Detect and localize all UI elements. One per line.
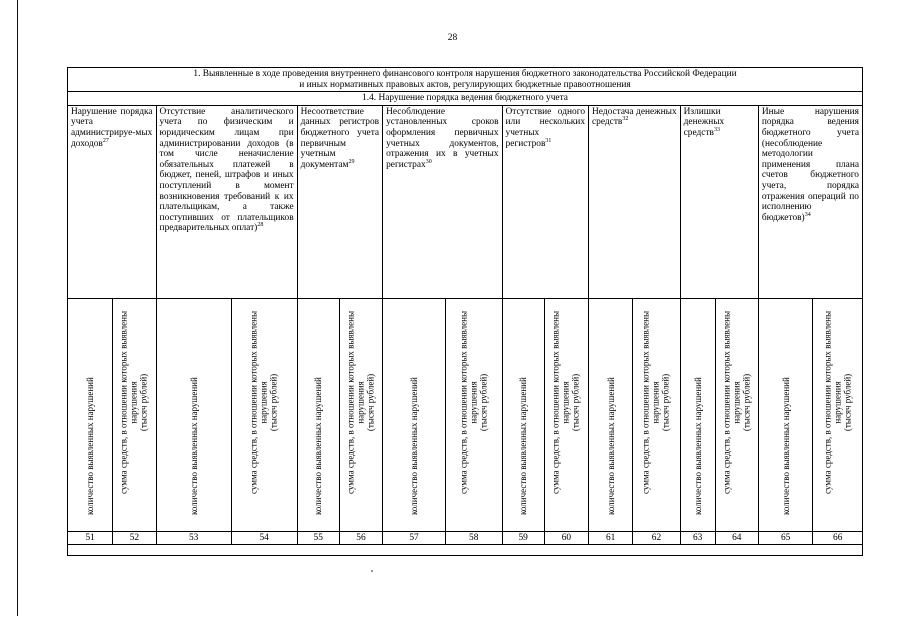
sum-label-line: сумма средств, в отношении которых выявлены xyxy=(119,311,130,495)
sum-label-line: сумма средств, в отношении которых выявлены xyxy=(458,311,469,495)
sum-label-line: сумма средств, в отношении которых выявлены xyxy=(248,311,259,495)
count-label: количество выявленных нарушений xyxy=(692,376,703,515)
count-column-header xyxy=(502,298,544,531)
section-title-row xyxy=(68,68,863,92)
count-label: количество выявленных нарушений xyxy=(313,376,324,515)
sum-label xyxy=(822,311,853,494)
sum-label-line: нарушения xyxy=(651,381,662,424)
sum-label xyxy=(721,311,752,494)
sum-column-header xyxy=(633,298,680,531)
count-label: количество выявленных нарушений xyxy=(85,376,96,515)
sum-label-line: нарушения xyxy=(561,381,572,424)
subsection-title: 1.4. Нарушение порядка ведения бюджетного учета xyxy=(68,92,863,106)
scan-speck xyxy=(371,570,373,572)
column-header-row xyxy=(68,298,863,531)
sum-column-header xyxy=(231,298,297,531)
sum-label-line: (тысяч рублей) xyxy=(571,374,582,432)
count-column-header xyxy=(297,298,339,531)
footnote-ref: 34 xyxy=(804,211,811,218)
sum-label-line: сумма средств, в отношении которых выявлены xyxy=(345,311,356,495)
category-header-1 xyxy=(68,105,157,298)
sum-label-line: нарушения xyxy=(468,381,479,424)
column-number: 54 xyxy=(231,531,297,544)
sum-label-line: сумма средств, в отношении которых выявлены xyxy=(721,311,732,495)
count-label: количество выявленных нарушений xyxy=(518,376,529,515)
sum-label-line: нарушения xyxy=(731,381,742,424)
column-number: 63 xyxy=(680,531,715,544)
count-label: количество выявленных нарушений xyxy=(605,376,616,515)
footnote-ref: 31 xyxy=(545,137,552,144)
sum-label xyxy=(119,311,150,494)
count-column-header xyxy=(758,298,813,531)
column-number: 55 xyxy=(297,531,339,544)
blank-cell xyxy=(68,544,863,555)
footnote-ref: 33 xyxy=(713,126,720,133)
category-label: Недостача денежных средств xyxy=(592,106,677,128)
column-number: 65 xyxy=(758,531,813,544)
sum-label-line: (тысяч рублей) xyxy=(269,374,280,432)
category-header-8 xyxy=(758,105,862,298)
count-label: количество выявленных нарушений xyxy=(780,376,791,515)
sum-label-line: (тысяч рублей) xyxy=(478,374,489,432)
category-header-2 xyxy=(156,105,297,298)
footnote-ref: 30 xyxy=(425,158,432,165)
section-title-line-2: и иных нормативных правовых актов, регулирующих бюджетные правоотношения xyxy=(299,79,631,90)
column-number: 58 xyxy=(445,531,502,544)
sum-label xyxy=(551,311,582,494)
count-column-header xyxy=(68,298,113,531)
column-number: 51 xyxy=(68,531,113,544)
blank-row xyxy=(68,544,863,555)
footnote-ref: 27 xyxy=(102,137,109,144)
column-number: 59 xyxy=(502,531,544,544)
category-label: Отсутствие одного или нескольких учетных регистров xyxy=(505,106,586,149)
count-label: количество выявленных нарушений xyxy=(408,376,419,515)
footnote-ref: 32 xyxy=(622,116,629,123)
column-number: 60 xyxy=(544,531,588,544)
category-label: Иные нарушения порядка ведения бюджетного учета (несоблюдение методологии применения плана счетов бюджетного учета, порядка отражения операций по исполнению бюджетов) xyxy=(761,106,859,223)
column-number-row xyxy=(68,531,863,544)
page-binding-line xyxy=(17,0,18,616)
category-label: Отсутствие аналитического учета по физическим и юридическим лицам при администрировании доходов (в том числе неначисление обязательных платежей в бюджет, пеней, штрафов и иных поступлений в момент возникновения требований к их плательщикам, а также поступивших от плательщиков предварительных оплат) xyxy=(159,106,294,234)
sum-label-line: (тысяч рублей) xyxy=(741,374,752,432)
category-header-4 xyxy=(383,105,502,298)
category-label: Несоответствие данных регистров бюджетного учета первичным учетным документам xyxy=(300,106,380,170)
sum-label-line: сумма средств, в отношении которых выявлены xyxy=(641,311,652,495)
sum-label xyxy=(249,311,280,494)
sum-column-header xyxy=(113,298,156,531)
sum-label-line: сумма средств, в отношении которых выявлены xyxy=(822,311,833,495)
subsection-title-row xyxy=(68,92,863,106)
count-column-header xyxy=(589,298,633,531)
sum-column-header xyxy=(544,298,588,531)
sum-column-header xyxy=(813,298,863,531)
sum-label xyxy=(458,311,489,494)
category-header-3 xyxy=(297,105,382,298)
footnote-ref: 29 xyxy=(348,158,355,165)
section-title-line-1: 1. Выявленные в ходе проведения внутреннего финансового контроля нарушения бюджетного законодательства Российской Федерации xyxy=(193,69,737,79)
sum-label-line: нарушения xyxy=(259,381,270,424)
footnote-ref: 28 xyxy=(257,222,264,229)
sum-label-line: сумма средств, в отношении которых выявлены xyxy=(551,311,562,495)
sum-label-line: (тысяч рублей) xyxy=(366,374,377,432)
count-column-header xyxy=(680,298,715,531)
category-label: Нарушение порядка учета администрируе-мых доходов xyxy=(71,106,153,149)
sum-column-header xyxy=(445,298,502,531)
column-number: 53 xyxy=(156,531,231,544)
column-number: 62 xyxy=(633,531,680,544)
sum-column-header xyxy=(715,298,758,531)
sum-label xyxy=(346,311,377,494)
category-header-7 xyxy=(680,105,758,298)
column-number: 64 xyxy=(715,531,758,544)
sum-label-line: (тысяч рублей) xyxy=(139,374,150,432)
column-number: 52 xyxy=(113,531,156,544)
violations-table xyxy=(67,67,863,556)
sum-label-line: (тысяч рублей) xyxy=(842,374,853,432)
category-header-5 xyxy=(502,105,588,298)
count-label: количество выявленных нарушений xyxy=(188,376,199,515)
sum-label xyxy=(641,311,672,494)
sum-label-line: нарушения xyxy=(355,381,366,424)
column-number: 57 xyxy=(383,531,446,544)
sum-label-line: нарушения xyxy=(832,381,843,424)
sum-label-line: (тысяч рублей) xyxy=(661,374,672,432)
count-column-header xyxy=(156,298,231,531)
page-number: 28 xyxy=(447,33,458,43)
column-number: 56 xyxy=(339,531,382,544)
sum-label-line: нарушения xyxy=(129,381,140,424)
category-header-6 xyxy=(589,105,681,298)
column-number: 66 xyxy=(813,531,863,544)
column-number: 61 xyxy=(589,531,633,544)
category-label: Излишки денежных средств xyxy=(683,106,725,138)
category-row xyxy=(68,105,863,298)
count-column-header xyxy=(383,298,446,531)
category-label: Несоблюдение установленных сроков оформления первичных учетных документов, отражения их в учетных регистрах xyxy=(386,106,499,170)
sum-column-header xyxy=(339,298,382,531)
section-title xyxy=(68,68,863,92)
